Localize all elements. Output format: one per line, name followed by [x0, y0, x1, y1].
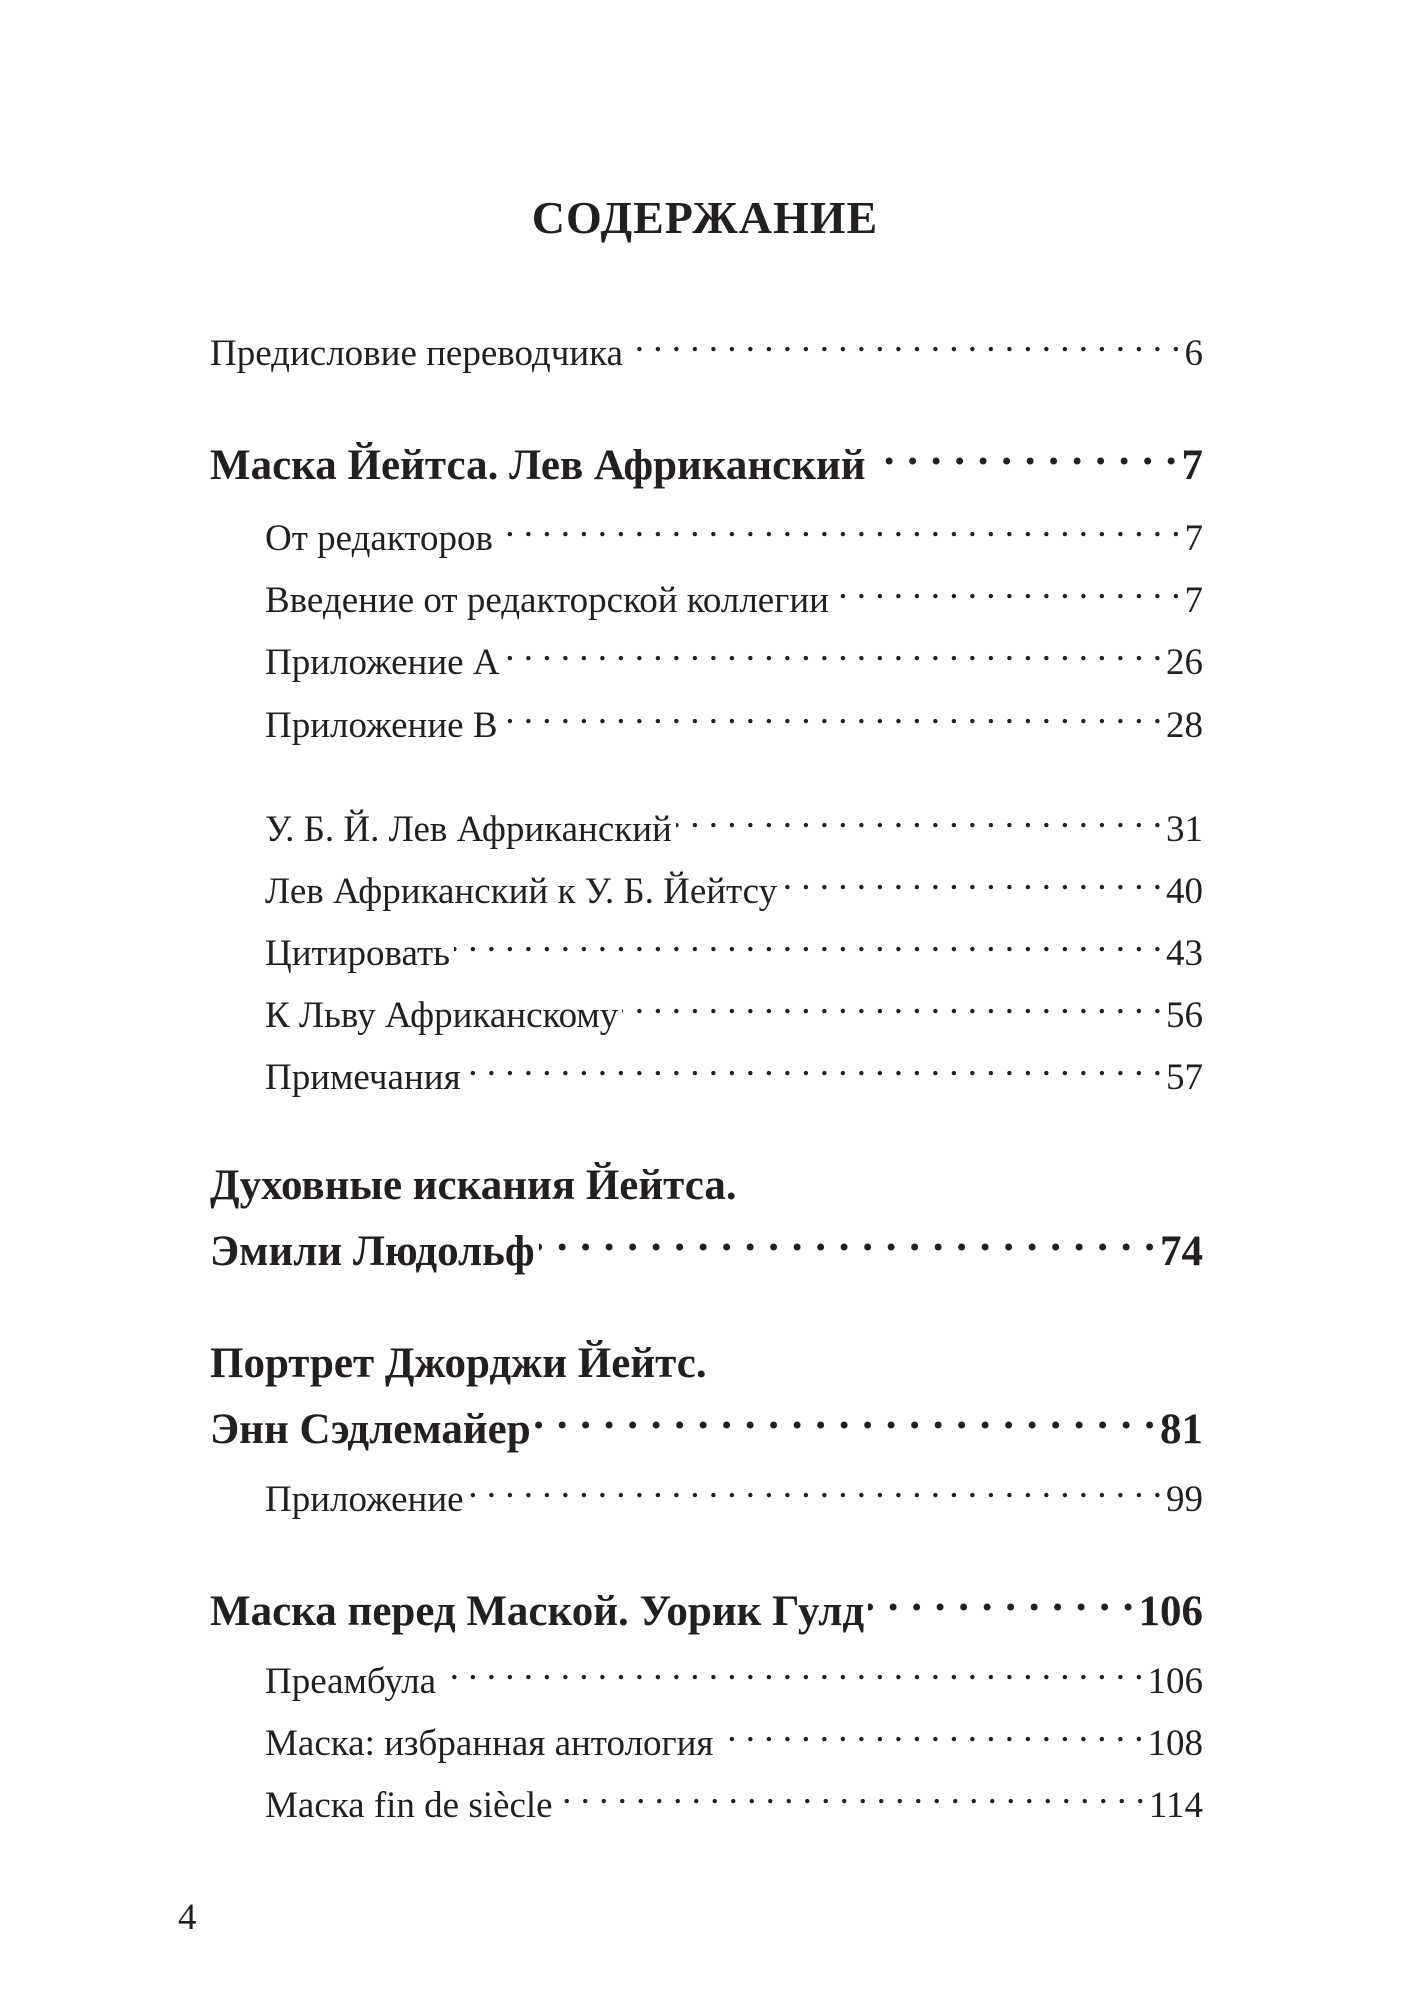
dot-leader — [535, 1400, 1156, 1443]
toc-entry-spiritual-quests[interactable] — [210, 1222, 1203, 1278]
toc-entry-label: Приложение В — [265, 705, 498, 746]
toc-entry-page: 31 — [1166, 809, 1203, 850]
toc-entry-label: Цитировать — [265, 933, 450, 974]
toc-entry-page: 40 — [1166, 871, 1203, 912]
toc-entry-appendix[interactable] — [265, 1474, 1203, 1523]
toc-entry-mask-anthology[interactable] — [265, 1718, 1203, 1767]
toc-entry-page: 108 — [1147, 1723, 1203, 1764]
toc-entry-label: Преамбула — [265, 1661, 437, 1702]
toc-entry-page: 106 — [1138, 1588, 1203, 1635]
toc-entry-label: К Льву Африканскому — [265, 995, 619, 1036]
page-title: СОДЕРЖАНИЕ — [531, 192, 879, 243]
toc-entry-appendix-a[interactable] — [265, 637, 1203, 686]
dot-leader — [468, 1474, 1162, 1511]
toc-entry-label: Введение от редакторской коллегии — [265, 580, 829, 621]
toc-entry-leo-to-yeats[interactable] — [265, 866, 1203, 915]
toc-entry-from-editors[interactable] — [265, 513, 1203, 562]
toc-entry-editorial-introduction[interactable] — [265, 575, 1203, 624]
dot-leader — [622, 990, 1162, 1027]
dot-leader — [870, 436, 1178, 479]
toc-entry-page: 28 — [1166, 705, 1203, 746]
toc-entry-mask-before-mask[interactable] — [210, 1582, 1203, 1638]
toc-entry-cite[interactable] — [265, 928, 1203, 977]
dot-leader — [465, 1052, 1162, 1089]
toc-entry-label: Эмили Людольф — [210, 1228, 535, 1275]
toc-entry-label: Маска: избранная антология — [265, 1723, 714, 1764]
toc-entry-page: 56 — [1166, 995, 1203, 1036]
toc-entry-page: 81 — [1160, 1406, 1203, 1453]
toc-entry-page: 7 — [1181, 442, 1203, 489]
toc-entry-wby-leo-africanus[interactable] — [265, 804, 1203, 853]
page-number: 4 — [178, 1897, 197, 1938]
toc-entry-label: Приложение А — [265, 642, 500, 683]
toc-entry-to-leo-africanus[interactable] — [265, 990, 1203, 1039]
dot-leader — [868, 1582, 1134, 1625]
toc-entry-label: Примечания — [265, 1057, 461, 1098]
toc-entry-georgie-portrait-line1[interactable]: Портрет Джорджи Йейтс. — [210, 1340, 707, 1387]
toc-entry-mask-fin-de-siecle[interactable] — [265, 1780, 1203, 1829]
toc-entry-page: 57 — [1166, 1057, 1203, 1098]
toc-entry-page: 106 — [1147, 1661, 1203, 1702]
dot-leader — [502, 700, 1162, 737]
toc-entry-spiritual-quests-line1[interactable]: Духовные искания Йейтса. — [210, 1162, 737, 1209]
dot-leader — [539, 1222, 1156, 1265]
toc-entry-label: Предисловие переводчика — [210, 333, 623, 374]
toc-entry-page: 43 — [1166, 933, 1203, 974]
dot-leader — [504, 637, 1162, 674]
toc-entry-label: Маска перед Маской. Уорик Гулд — [210, 1588, 865, 1635]
dot-leader — [497, 513, 1181, 550]
toc-entry-yeats-mask-leo-africanus[interactable] — [210, 436, 1203, 492]
toc-entry-georgie-portrait[interactable] — [210, 1400, 1203, 1456]
toc-entry-notes[interactable] — [265, 1052, 1203, 1101]
toc-entry-preamble[interactable] — [265, 1656, 1203, 1705]
dot-leader — [717, 1718, 1143, 1755]
toc-entry-label: У. Б. Й. Лев Африканский — [265, 809, 672, 850]
toc-entry-label: Энн Сэдлемайер — [210, 1406, 531, 1453]
toc-entry-page: 74 — [1160, 1228, 1203, 1275]
toc-entry-page: 7 — [1184, 518, 1203, 559]
toc-entry-page: 114 — [1148, 1785, 1203, 1826]
dot-leader — [440, 1656, 1143, 1693]
dot-leader — [676, 804, 1162, 841]
dot-leader — [781, 866, 1162, 903]
toc-entry-translator-preface[interactable] — [210, 328, 1203, 377]
toc-entry-label: Приложение — [265, 1479, 464, 1520]
dot-leader — [454, 928, 1162, 965]
toc-entry-page: 26 — [1166, 642, 1203, 683]
toc-entry-appendix-b[interactable] — [265, 700, 1203, 749]
dot-leader — [833, 575, 1181, 612]
toc-entry-label: Лев Африканский к У. Б. Йейтсу — [265, 871, 778, 912]
dot-leader — [627, 328, 1181, 365]
toc-entry-page: 6 — [1184, 333, 1203, 374]
toc-entry-label: От редакторов — [265, 518, 493, 559]
toc-entry-label: Маска Йейтса. Лев Африканский — [210, 442, 866, 489]
toc-entry-label: Маска fin de siècle — [265, 1785, 553, 1826]
dot-leader — [557, 1780, 1145, 1817]
toc-entry-page: 99 — [1166, 1479, 1203, 1520]
toc-entry-page: 7 — [1184, 580, 1203, 621]
